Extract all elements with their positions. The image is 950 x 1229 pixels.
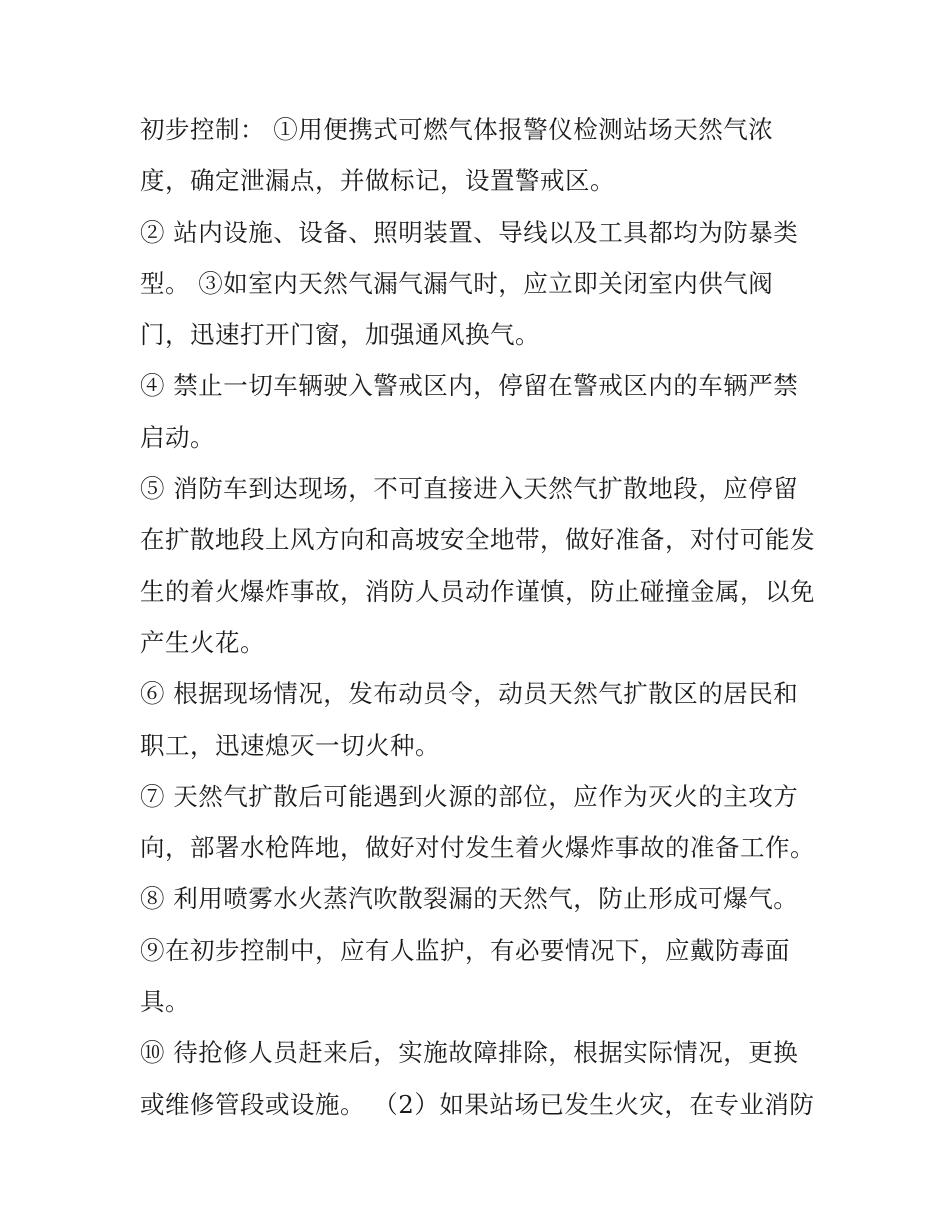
text-line: ⑤ 消防车到达现场，不可直接进入天然气扩散地段，应停留: [140, 474, 799, 504]
text-line: 或维修管段或设施。 （2）如果站场已发生火灾，在专业消防: [140, 1089, 815, 1119]
text-line: 门，迅速打开门窗，加强通风换气。: [140, 320, 540, 350]
text-line: 具。: [140, 987, 190, 1017]
text-line: ⑥ 根据现场情况，发布动员令，动员天然气扩散区的居民和: [140, 679, 799, 709]
document-body: [140, 108, 820, 1134]
text-line: ⑨在初步控制中，应有人监护，有必要情况下，应戴防毒面: [140, 935, 790, 965]
text-line: ⑩ 待抢修人员赶来后，实施故障排除，根据实际情况，更换: [140, 1038, 799, 1068]
text-line: ④ 禁止一切车辆驶入警戒区内，停留在警戒区内的车辆严禁: [140, 371, 799, 401]
text-line: 型。 ③如室内天然气漏气漏气时，应立即关闭室内供气阀: [140, 268, 774, 298]
text-line: 启动。: [140, 422, 215, 452]
text-line: 职工，迅速熄灭一切火种。: [140, 730, 440, 760]
text-line: ⑧ 利用喷雾水火蒸汽吹散裂漏的天然气，防止形成可爆气。: [140, 884, 799, 914]
text-line: 产生火花。: [140, 627, 265, 657]
text-line: 度，确定泄漏点，并做标记，设置警戒区。: [140, 166, 615, 196]
text-line: ⑦ 天然气扩散后可能遇到火源的部位，应作为灭火的主攻方: [140, 781, 799, 811]
text-line: ② 站内设施、设备、照明装置、导线以及工具都均为防暴类: [140, 217, 799, 247]
text-line: 在扩散地段上风方向和高坡安全地带，做好准备，对付可能发: [140, 525, 815, 555]
text-line: 初步控制： ①用便携式可燃气体报警仪检测站场天然气浓: [140, 115, 774, 144]
text-line: 生的着火爆炸事故，消防人员动作谨慎，防止碰撞金属，以免: [140, 576, 815, 606]
text-line: 向，部署水枪阵地，做好对付发生着火爆炸事故的准备工作。: [140, 833, 815, 863]
